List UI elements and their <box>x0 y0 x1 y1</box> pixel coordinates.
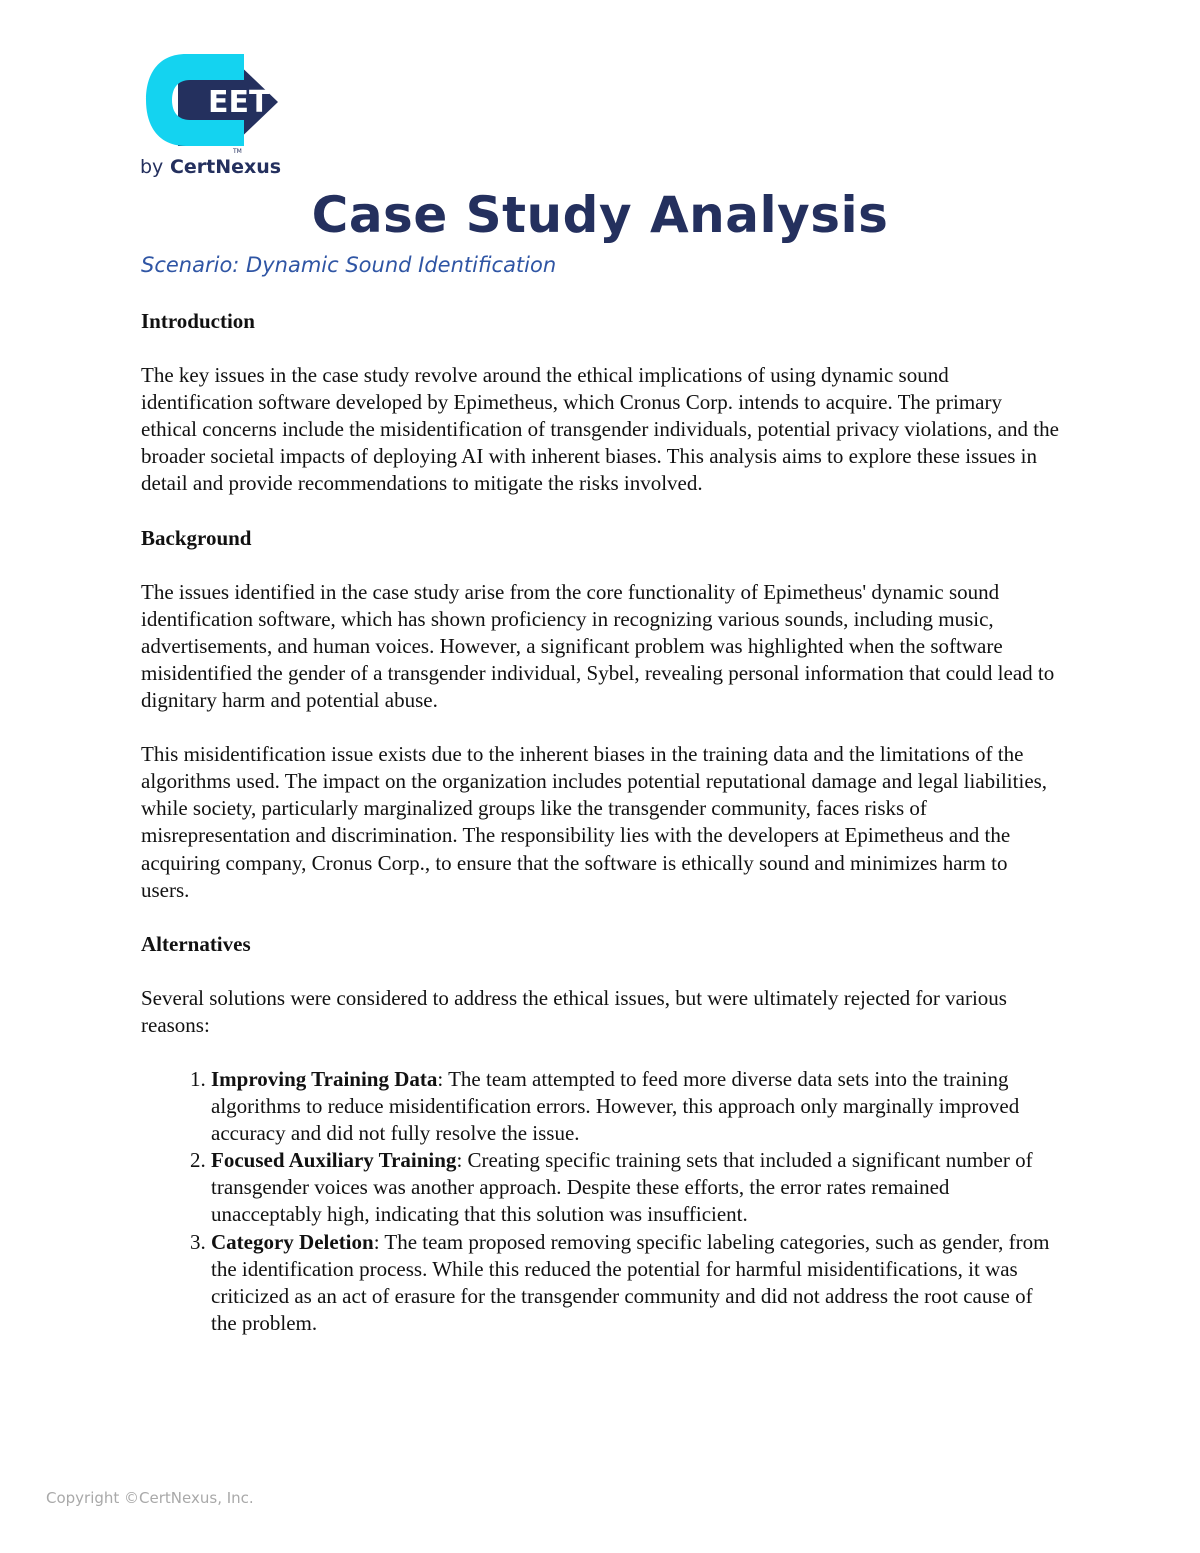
byline-by: by <box>140 156 164 178</box>
list-item <box>211 1147 1061 1228</box>
list-item-term: Focused Auxiliary Training <box>211 1148 457 1173</box>
list-item-text: : Creating specific training sets that included a significant number of transgender voices was another approach. Despite these efforts, the error rates remained unacceptably high, indicating that this solution was insufficient. <box>211 1148 1033 1227</box>
background-paragraph-1: The issues identified in the case study arise from the core functionality of Epimetheus' dynamic sound identification software, which has shown proficiency in recognizing various sounds, including music, advertisements, and human voices. However, a significant problem was highlighted when the software misidentified the gender of a transgender individual, Sybel, revealing personal information that could lead to dignitary harm and potential abuse. <box>141 579 1055 713</box>
background-heading: Background <box>141 525 252 550</box>
alternatives-intro: Several solutions were considered to address the ethical issues, but were ultimately rejected for various reasons: <box>141 985 1007 1037</box>
list-item-term: Category Deletion <box>211 1229 374 1254</box>
certnexus-logo <box>140 50 290 185</box>
logo-mark-text: EET <box>208 85 270 120</box>
list-item <box>211 1229 1061 1337</box>
page-title: Case Study Analysis <box>311 186 889 244</box>
document-body <box>141 308 1061 1337</box>
alternatives-heading: Alternatives <box>141 931 251 956</box>
introduction-paragraph: The key issues in the case study revolve around the ethical implications of using dynamic sound identification software developed by Epimetheus, which Cronus Corp. intends to acquire. The primary ethical concerns include the misidentification of transgender individuals, potential privacy violations, and the broader societal impacts of deploying AI with inherent biases. This analysis aims to explore these issues in detail and provide recommendations to mitigate the risks involved. <box>141 363 1059 496</box>
byline-brand: CertNexus <box>169 156 282 178</box>
alternatives-list <box>141 1066 1061 1337</box>
byline <box>140 156 281 178</box>
list-item-text: : The team proposed removing specific labeling categories, such as gender, from the identification process. While this reduced the potential for harmful misidentifications, it was criticized as an act of erasure for the transgender community and did not address the root cause of the problem. <box>211 1229 1050 1335</box>
scenario-subtitle: Scenario: Dynamic Sound Identification <box>141 253 557 277</box>
trademark-symbol: TM <box>233 148 242 155</box>
list-item-text: : The team attempted to feed more diverse data sets into the training algorithms to reduce misidentification errors. However, this approach only marginally improved accuracy and did not fully resolve the issue. <box>211 1066 1020 1146</box>
introduction-heading: Introduction <box>141 309 255 333</box>
background-paragraph-2: This misidentification issue exists due to the inherent biases in the training data and the limitations of the algorithms used. The impact on the organization includes potential reputational damage and legal liabilities, while society, particularly marginalized groups like the transgender community, faces risks of misrepresentation and discrimination. The responsibility lies with the developers at Epimetheus and the acquiring company, Cronus Corp., to ensure that the software is ethically sound and minimizes harm to users. <box>141 742 1048 902</box>
list-item <box>211 1066 1061 1147</box>
copyright-footer: Copyright ©CertNexus, Inc. <box>46 1489 254 1507</box>
list-item-term: Improving Training Data <box>211 1066 438 1091</box>
